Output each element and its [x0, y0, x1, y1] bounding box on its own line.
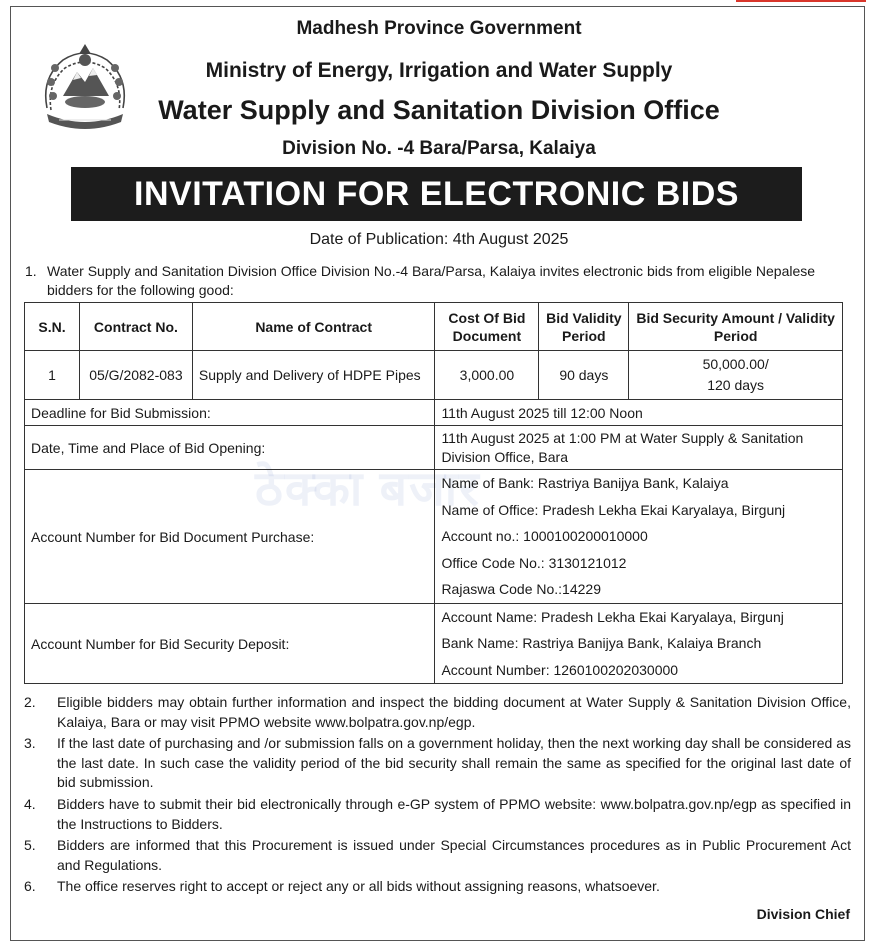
clause-text: Eligible bidders may obtain further information and inspect the bidding document at Water Supply & Sanitation Division Office, Kalaiya, Bara or may visit PPMO website www.bolpatra.gov.np/egp.: [57, 694, 851, 730]
security-amount: 50,000.00/: [702, 356, 769, 372]
opening-line1: 11th August 2025 at 1:00 PM at Water Supply & Sanitation: [441, 429, 804, 446]
header-contract-name: Name of Contract: [192, 303, 435, 351]
province-name: Madhesh Province Government: [296, 18, 582, 39]
clause-text: Bidders are informed that this Procurement is issued under Special Circumstances procedures as in Public Procurement Act and Regulations.: [57, 837, 851, 873]
deadline-value: 11th August 2025 till 12:00 Noon: [435, 400, 843, 426]
security-account-row: [25, 604, 843, 684]
clause-text: If the last date of purchasing and /or submission falls on a government holiday, then the next working day shall be considered as the last date. In such case the validity period of the bid security shall remain the same as specified for the original last date of bid submission.: [57, 735, 851, 791]
clause-text: Bidders have to submit their bid electronically through e-GP system of PPMO website: www.bolpatra.gov.np/egp as specified in the Instructions to Bidders.: [57, 795, 851, 832]
ministry-name: Ministry of Energy, Irrigation and Water Supply: [205, 59, 673, 82]
purchase-rajaswa-code: Rajaswa Code No.:14229: [441, 581, 601, 598]
security-account-details: [435, 604, 843, 684]
corner-accent-line: [736, 0, 866, 2]
opening-line2: Division Office, Bara: [441, 448, 569, 465]
cell-cost: 3,000.00: [435, 351, 539, 400]
header-validity-line2: Period: [562, 327, 606, 344]
header-cost-line1: Cost Of Bid: [448, 309, 526, 326]
purchase-office-code: Office Code No.: 3130121012: [441, 554, 627, 571]
clause-number: 3.: [24, 735, 36, 752]
purchase-office-name: Name of Office: Pradesh Lekha Ekai Karyalaya, Birgunj: [441, 501, 786, 518]
clause-number: 4.: [24, 795, 36, 812]
clause-text: The office reserves right to accept or reject any or all bids without assigning reasons, whatsoever.: [57, 878, 660, 895]
cell-sn: 1: [25, 351, 80, 400]
header-cost: [435, 303, 539, 351]
cell-contract-no: 05/G/2082-083: [79, 351, 192, 400]
header-validity: [539, 303, 629, 351]
list-item: [24, 877, 851, 897]
cell-validity: 90 days: [539, 351, 629, 400]
list-item: [24, 836, 851, 875]
clause-number: 2.: [24, 694, 36, 710]
header-cost-line2: Document: [452, 327, 522, 344]
header-sn: S.N.: [25, 303, 80, 351]
bid-details-table: [24, 302, 843, 684]
intro-number: 1.: [25, 263, 37, 279]
security-account-name: Account Name: Pradesh Lekha Ekai Karyalaya, Birgunj: [441, 609, 784, 626]
purchase-account-details: [435, 470, 843, 604]
clause-number: 6.: [24, 878, 36, 895]
purchase-account-number: Account no.: 1000100200010000: [441, 528, 648, 545]
security-bank-name: Bank Name: Rastriya Banijya Bank, Kalaiya Branch: [441, 635, 762, 652]
security-account-label: Account Number for Bid Security Deposit:: [25, 604, 435, 684]
notice-title-banner: INVITATION FOR ELECTRONIC BIDS: [71, 167, 802, 221]
purchase-account-row: [25, 470, 843, 604]
opening-row: [25, 426, 843, 470]
list-item: [24, 693, 851, 732]
purchase-bank-name: Name of Bank: Rastriya Banijya Bank, Kalaiya: [441, 475, 729, 492]
terms-list: [24, 693, 851, 899]
watermark-logo: ठेक्का बजार: [255, 463, 481, 516]
opening-value: [435, 426, 843, 470]
opening-label: Date, Time and Place of Bid Opening:: [25, 426, 435, 470]
table-row: [25, 351, 843, 400]
security-account-number: Account Number: 1260100202030000: [441, 661, 679, 678]
header-security-line1: Bid Security Amount / Validity: [636, 309, 835, 326]
header-security: [629, 303, 843, 351]
clause-number: 5.: [24, 837, 36, 854]
intro-paragraph: [25, 262, 825, 300]
table-header-row: [25, 303, 843, 351]
header-contract-no: Contract No.: [79, 303, 192, 351]
list-item: [24, 734, 851, 793]
cell-security: [629, 351, 843, 400]
header-validity-line1: Bid Validity: [546, 309, 622, 326]
publication-date: Date of Publication: 4th August 2025: [309, 231, 569, 248]
office-name: Water Supply and Sanitation Division Office: [158, 95, 720, 125]
deadline-label: Deadline for Bid Submission:: [25, 400, 435, 426]
deadline-row: [25, 400, 843, 426]
security-validity: 120 days: [707, 377, 765, 393]
header-security-line2: Period: [713, 327, 758, 344]
intro-text: Water Supply and Sanitation Division Office Division No.-4 Bara/Parsa, Kalaiya invites electronic bids from eligible Nepalese bidders for the following good:: [47, 263, 816, 298]
cell-contract-name: Supply and Delivery of HDPE Pipes: [192, 351, 435, 400]
purchase-account-label: Account Number for Bid Document Purchase:: [25, 470, 435, 604]
signature-title: Division Chief: [756, 906, 850, 922]
list-item: [24, 795, 851, 834]
division-name: Division No. -4 Bara/Parsa, Kalaiya: [282, 138, 596, 159]
